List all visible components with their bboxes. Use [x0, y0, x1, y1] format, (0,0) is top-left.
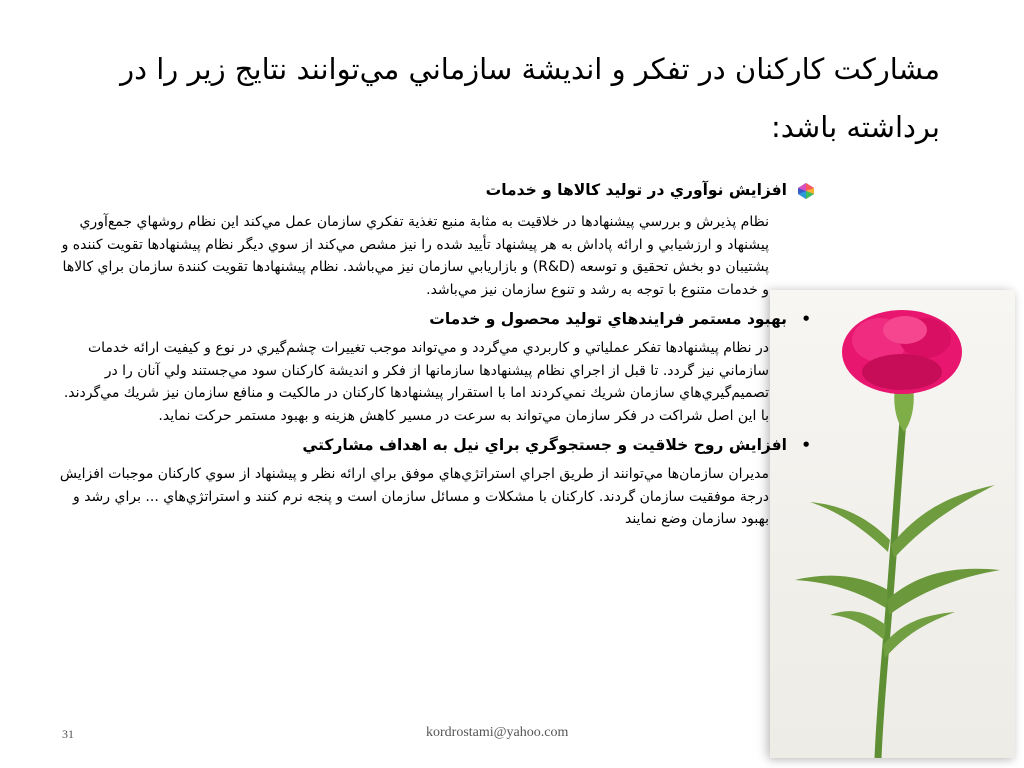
list-item	[55, 178, 817, 301]
item-body: نظام پذيرش و بررسي پيشنهادها در خلاقيت به مثابة منبع تغذية تفكري سازمان عمل مي‌كند اين نظام روشهاي جمع‌آوري پيشنهاد و ارزشيابي و ارائه پاداش به هر پيشنهاد تأييد شده را نيز مشص مي‌كند از سوي ديگر نظام پيشنهادها تقويت كننده و پشتيبان دو بخش تحقيق و توسعه (R&D) و بازاريابي سازمان نيز مي‌باشد. نظام پيشنهادها تقويت كنندة سازمان براي كالاها و خدمات متنوع با توجه به رشد و تنوع سازمان نيز مي‌باشد.	[61, 214, 769, 298]
slide-title: مشاركت كاركنان در تفكر و انديشة سازماني مي‌توانند نتايج زير را در برداشته باشد:	[120, 52, 940, 144]
item-body: در نظام پيشنهادها تفكر عملياتي و كاربردي مي‌گردد و مي‌تواند موجب تغييرات چشم‌گيري در نوع و كيفيت ارائه خدمات سازماني نيز گردد. تا قبل از اجراي نظام پيشنهادها سازمانها از فكر و انديشة كاركنان سود مي‌جستند ولي آنان را در تصميم‌گيري‌هاي سازمان شريك نمي‌كردند اما با استقرار پيشنهادها كاركنان در مالكيت و منافع سازمان نيز شريك مي‌گردند. با اين اصل شراكت در فكر سازمان مي‌تواند به سرعت در مسير كاهش هزينه و بهبود مستمر حركت نمايد.	[63, 340, 769, 424]
item-heading: افزايش نوآوري در توليد كالاها و خدمات	[485, 181, 787, 199]
list-item	[55, 433, 817, 531]
bullet-dot-icon: •	[801, 436, 811, 454]
item-heading: بهبود مستمر فرايندهاي توليد محصول و خدمات	[429, 310, 787, 328]
list-item	[55, 307, 817, 427]
bullet-dot-icon: •	[801, 310, 811, 328]
item-body: مديران سازمان‌ها مي‌توانند از طريق اجراي استراتژي‌هاي موفق براي ارائه نظر و پيشنهاد از سوي كاركنان موجبات افزايش درجة موفقيت سازمان گردند. كاركنان با مشكلات و مسائل سازمان است و پنجه نرم كنند و استراتژي‌هاي ... براي رشد و بهبود سازمان وضع نمايند	[59, 466, 769, 527]
page-number: 31	[62, 727, 74, 741]
item-heading: افزايش روح خلاقيت و جستجوگري براي نيل به اهداف مشاركتي	[302, 436, 787, 454]
gem-bullet-icon	[797, 182, 815, 200]
bullet-list	[55, 178, 817, 537]
footer-email: kordrostami@yahoo.com	[426, 725, 569, 740]
